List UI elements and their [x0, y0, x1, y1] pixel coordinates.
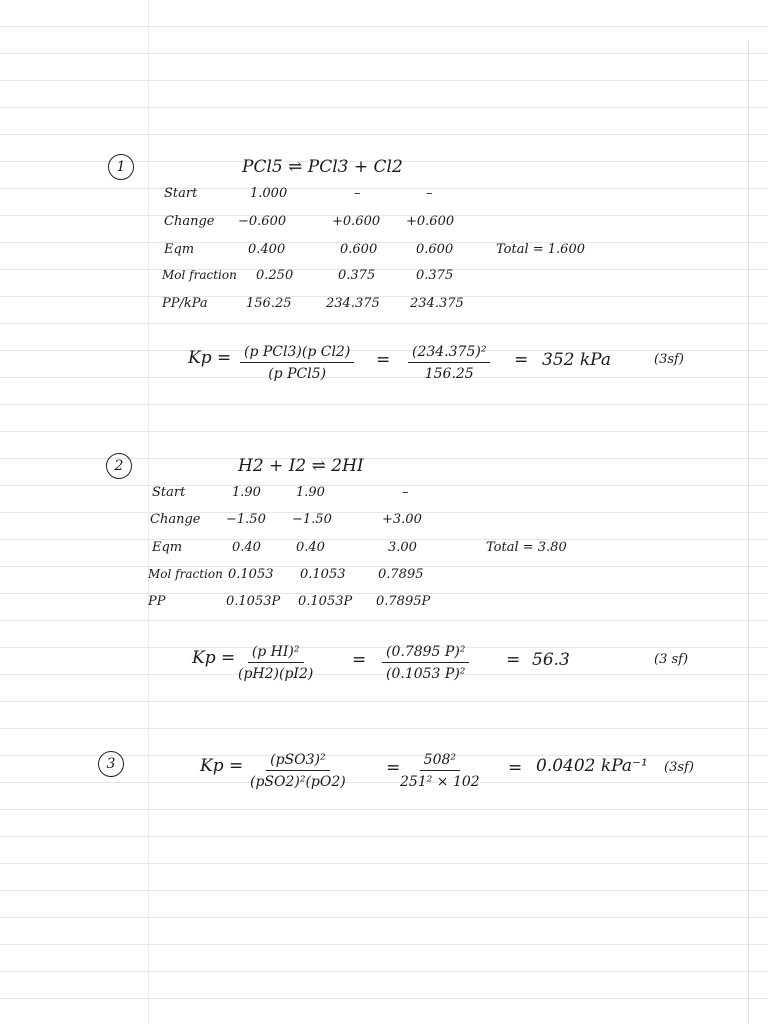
q3-kp-denominator: (pSO2)²(pO2): [250, 774, 346, 790]
q2-sig-figs: (3 sf): [654, 652, 689, 667]
q1-kp-numerator: (p PCl3)(p Cl2): [240, 344, 354, 363]
q1-row-label: Mol fraction: [162, 268, 237, 282]
q2-cell: 0.1053: [228, 567, 274, 582]
q1-cell: 1.000: [250, 186, 288, 201]
q2-kp-numerator: (p HI)²: [248, 644, 304, 663]
q2-kp-expression: [238, 644, 313, 682]
q1-kp-label: Kp =: [188, 348, 232, 368]
q2-cell: 0.40: [232, 540, 261, 555]
q3-result: 0.0402 kPa⁻¹: [536, 756, 648, 776]
page-edge-line: [748, 40, 749, 1024]
q2-result: 56.3: [532, 650, 570, 670]
q1-row-label: Start: [164, 186, 198, 201]
q2-cell: −1.50: [292, 512, 332, 527]
q1-cell: 0.250: [256, 268, 294, 283]
q3-values-denominator: 251² × 102: [400, 774, 480, 790]
q1-kp-values: [408, 344, 490, 382]
q2-equals: =: [352, 650, 367, 670]
q3-kp-values: [400, 752, 480, 790]
q1-cell: 156.25: [246, 296, 292, 311]
q2-cell: −1.50: [226, 512, 266, 527]
q2-cell: 0.1053P: [298, 594, 353, 609]
q1-cell: 0.375: [338, 268, 376, 283]
q2-cell: 3.00: [388, 540, 417, 555]
q1-sig-figs: (3sf): [654, 352, 684, 367]
q1-result: 352 kPa: [542, 350, 611, 370]
q2-cell: 1.90: [232, 485, 261, 500]
q1-cell: –: [426, 186, 433, 201]
q3-sig-figs: (3sf): [664, 760, 694, 775]
q2-cell: 0.40: [296, 540, 325, 555]
q2-cell: 0.1053P: [226, 594, 281, 609]
q2-row-label: Change: [150, 512, 201, 527]
q1-cell: –: [354, 186, 361, 201]
q2-values-denominator: (0.1053 P)²: [386, 666, 466, 682]
q1-equals-2: =: [514, 350, 529, 370]
q1-values-denominator: 156.25: [424, 366, 474, 382]
q1-cell: +0.600: [332, 214, 381, 229]
q2-cell: –: [402, 485, 409, 500]
q1-cell: −0.600: [238, 214, 287, 229]
q3-equals: =: [386, 758, 401, 778]
question-1-number: 1: [108, 154, 134, 180]
q2-cell: 0.7895: [378, 567, 424, 582]
q2-cell: 0.7895P: [376, 594, 431, 609]
q1-values-numerator: (234.375)²: [408, 344, 490, 363]
q1-cell: 0.375: [416, 268, 454, 283]
q3-values-numerator: 508²: [420, 752, 460, 771]
q1-total: Total = 1.600: [496, 242, 585, 257]
margin-line: [148, 0, 149, 1024]
q1-row-label: PP/kPa: [162, 296, 208, 311]
q2-kp-label: Kp =: [192, 648, 236, 668]
q2-cell: 1.90: [296, 485, 325, 500]
q2-total: Total = 3.80: [486, 540, 567, 555]
question-3-number: 3: [98, 751, 124, 777]
q2-row-label: Mol fraction: [148, 567, 223, 581]
q1-reaction: PCl5 ⇌ PCl3 + Cl2: [242, 157, 403, 177]
q1-kp-expression: [240, 344, 354, 382]
q2-cell: +3.00: [382, 512, 422, 527]
q2-row-label: Eqm: [152, 540, 183, 555]
q2-kp-values: [382, 644, 469, 682]
q1-kp-denominator: (p PCl5): [268, 366, 327, 382]
q2-cell: 0.1053: [300, 567, 346, 582]
q1-cell: 0.600: [416, 242, 454, 257]
q2-row-label: Start: [152, 485, 186, 500]
q2-row-label: PP: [148, 594, 166, 609]
q2-kp-denominator: (pH2)(pI2): [238, 666, 314, 682]
q1-cell: 0.400: [248, 242, 286, 257]
q1-cell: 0.600: [340, 242, 378, 257]
q2-values-numerator: (0.7895 P)²: [382, 644, 469, 663]
q3-equals-2: =: [508, 758, 523, 778]
q2-equals-2: =: [506, 650, 521, 670]
q1-cell: 234.375: [326, 296, 380, 311]
q3-kp-numerator: (pSO3)²: [266, 752, 329, 771]
q1-row-label: Change: [164, 214, 215, 229]
q2-reaction: H2 + I2 ⇌ 2HI: [238, 456, 364, 476]
q1-equals: =: [376, 350, 391, 370]
q3-kp-expression: [250, 752, 346, 790]
q1-cell: +0.600: [406, 214, 455, 229]
q3-kp-label: Kp =: [200, 756, 244, 776]
q1-cell: 234.375: [410, 296, 464, 311]
question-2-number: 2: [106, 453, 132, 479]
q1-row-label: Eqm: [164, 242, 195, 257]
